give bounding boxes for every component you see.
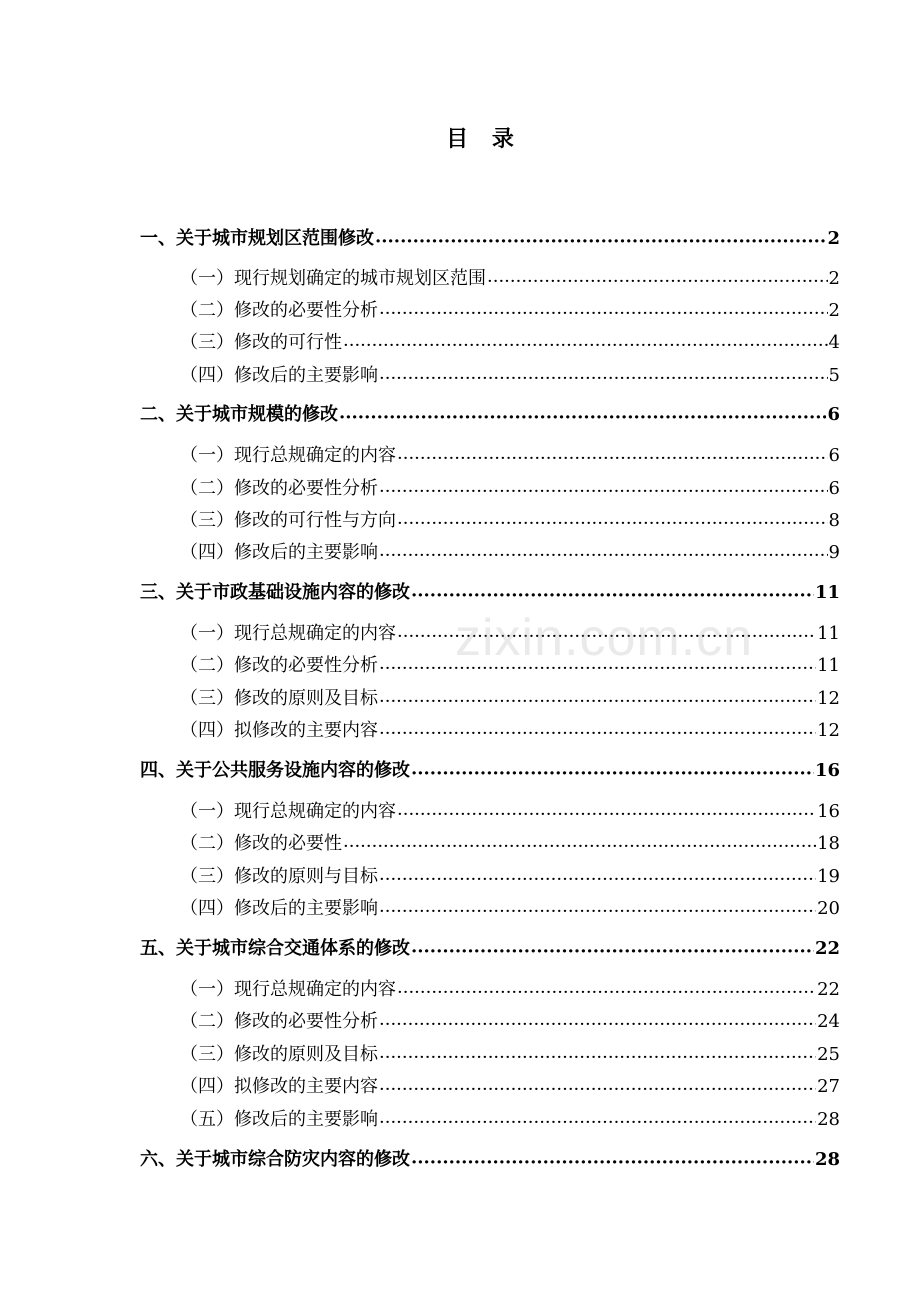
toc-entry-label: （四）拟修改的主要内容 [180, 720, 378, 741]
toc-entry-label: （四）修改后的主要影响 [180, 542, 378, 563]
toc-page-number: 5 [828, 365, 840, 386]
toc-section-entry[interactable] [140, 1072, 840, 1098]
toc-leader-dots [379, 545, 828, 563]
toc-leader-dots [339, 407, 826, 425]
toc-page-number: 6 [827, 404, 840, 425]
toc-section-entry[interactable] [140, 474, 840, 500]
toc-entry-label: （二）修改的必要性分析 [180, 1011, 378, 1032]
toc-entry-label: 六、关于城市综合防灾内容的修改 [140, 1149, 410, 1170]
toc-section-entry[interactable] [140, 829, 840, 855]
toc-section-entry[interactable] [140, 716, 840, 742]
toc-entry-label: （四）修改后的主要影响 [180, 365, 378, 386]
toc-page-number: 24 [817, 1011, 840, 1032]
toc-page-number: 25 [817, 1044, 840, 1065]
toc-entry-label: 四、关于公共服务设施内容的修改 [140, 760, 410, 781]
toc-leader-dots [379, 1047, 816, 1065]
toc-leader-dots [397, 982, 816, 1000]
toc-entry-label: （一）现行总规确定的内容 [180, 801, 396, 822]
toc-entry-label: （二）修改的必要性分析 [180, 300, 378, 321]
toc-leader-dots [379, 481, 828, 499]
toc-page-number: 16 [817, 801, 840, 822]
toc-entry-label: （三）修改的可行性与方向 [180, 510, 396, 531]
toc-page-number: 9 [828, 542, 840, 563]
toc-leader-dots [379, 869, 816, 887]
toc-section-entry[interactable] [140, 1007, 840, 1033]
watermark: zixin.com.cn [455, 609, 754, 667]
toc-entry-label: （二）修改的必要性分析 [180, 655, 378, 676]
toc-entry-label: （二）修改的必要性分析 [180, 478, 378, 499]
toc-entry-label: （一）现行总规确定的内容 [180, 979, 396, 1000]
toc-section-entry[interactable] [140, 975, 840, 1001]
toc-entry-label: （一）现行规划确定的城市规划区范围 [180, 268, 486, 289]
toc-page-number: 18 [817, 833, 840, 854]
toc-page-number: 2 [828, 300, 840, 321]
toc-chapter-entry[interactable] [140, 934, 840, 960]
toc-leader-dots [379, 1079, 816, 1097]
toc-page-number: 20 [817, 898, 840, 919]
toc-section-entry[interactable] [140, 361, 840, 387]
toc-section-entry[interactable] [140, 1105, 840, 1131]
toc-entry-label: 一、关于城市规划区范围修改 [140, 228, 374, 249]
toc-page-number: 28 [817, 1109, 840, 1130]
toc-section-entry[interactable] [140, 441, 840, 467]
toc-page-number: 11 [814, 582, 840, 603]
toc-chapter-entry[interactable] [140, 756, 840, 782]
toc-page-number: 11 [817, 623, 840, 644]
toc-chapter-entry[interactable] [140, 400, 840, 426]
toc-chapter-entry[interactable] [140, 1145, 840, 1171]
toc-entry-label: （三）修改的原则及目标 [180, 1044, 378, 1065]
toc-leader-dots [397, 448, 828, 466]
toc-page-number: 4 [828, 332, 840, 353]
toc-section-entry[interactable] [140, 862, 840, 888]
toc-leader-dots [397, 513, 828, 531]
toc-entry-label: （三）修改的原则及目标 [180, 688, 378, 709]
toc-section-entry[interactable] [140, 894, 840, 920]
toc-section-entry[interactable] [140, 797, 840, 823]
toc-page-number: 22 [817, 979, 840, 1000]
toc-page-number: 2 [827, 228, 840, 249]
toc-section-entry[interactable] [140, 328, 840, 354]
toc-leader-dots [487, 271, 828, 289]
toc-page-number: 28 [814, 1149, 840, 1170]
toc-page-number: 8 [828, 510, 840, 531]
toc-entry-label: 三、关于市政基础设施内容的修改 [140, 582, 410, 603]
toc-leader-dots [343, 335, 828, 353]
toc-page-number: 19 [817, 866, 840, 887]
toc-section-entry[interactable] [140, 264, 840, 290]
toc-entry-label: （二）修改的必要性 [180, 833, 342, 854]
toc-chapter-entry[interactable] [140, 224, 840, 250]
toc-leader-dots [411, 585, 814, 603]
toc-leader-dots [379, 1014, 816, 1032]
toc-leader-dots [379, 901, 816, 919]
toc-leader-dots [411, 1152, 814, 1170]
toc-entry-label: 五、关于城市综合交通体系的修改 [140, 938, 410, 959]
toc-entry-label: （四）修改后的主要影响 [180, 898, 378, 919]
toc-page-number: 12 [817, 688, 840, 709]
toc-section-entry[interactable] [140, 296, 840, 322]
toc-page-number: 12 [817, 720, 840, 741]
toc-entry-label: 二、关于城市规模的修改 [140, 404, 338, 425]
toc-entry-label: （三）修改的原则与目标 [180, 866, 378, 887]
toc-page-number: 6 [828, 445, 840, 466]
toc-page-number: 2 [828, 268, 840, 289]
toc-leader-dots [397, 804, 816, 822]
toc-section-entry[interactable] [140, 684, 840, 710]
toc-entry-label: （三）修改的可行性 [180, 332, 342, 353]
toc-page-number: 27 [817, 1076, 840, 1097]
toc-section-entry[interactable] [140, 538, 840, 564]
toc-entry-label: （四）拟修改的主要内容 [180, 1076, 378, 1097]
toc-leader-dots [379, 691, 816, 709]
toc-leader-dots [411, 941, 814, 959]
toc-leader-dots [379, 303, 828, 321]
toc-entry-label: （一）现行总规确定的内容 [180, 623, 396, 644]
toc-leader-dots [379, 368, 828, 386]
toc-chapter-entry[interactable] [140, 578, 840, 604]
toc-page-number: 22 [814, 938, 840, 959]
toc-section-entry[interactable] [140, 506, 840, 532]
toc-leader-dots [379, 723, 816, 741]
toc-page-number: 6 [828, 478, 840, 499]
toc-entry-label: （五）修改后的主要影响 [180, 1109, 378, 1130]
page-title: 目 录 [446, 126, 522, 152]
toc-leader-dots [343, 836, 816, 854]
toc-leader-dots [379, 1112, 816, 1130]
toc-leader-dots [375, 231, 826, 249]
toc-entry-label: （一）现行总规确定的内容 [180, 445, 396, 466]
toc-leader-dots [411, 763, 814, 781]
toc-page-number: 11 [817, 655, 840, 676]
toc-section-entry[interactable] [140, 1040, 840, 1066]
toc-page-number: 16 [814, 760, 840, 781]
